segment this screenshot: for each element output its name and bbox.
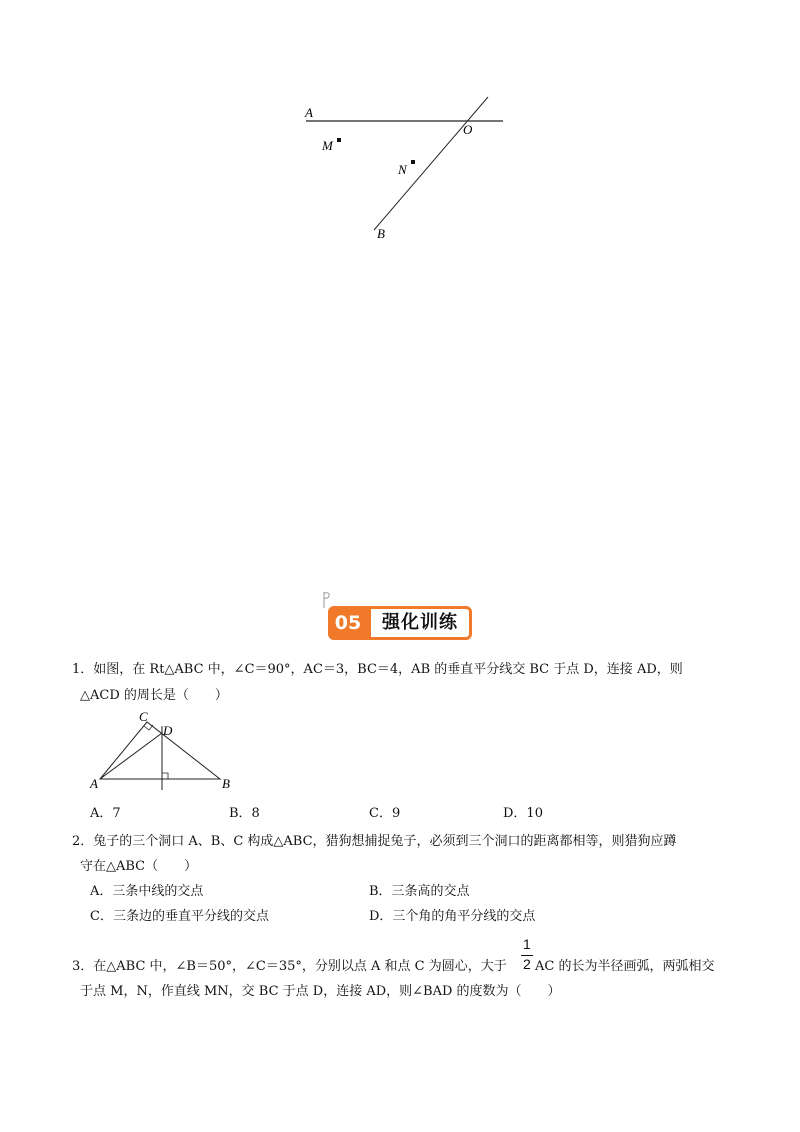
label-N: N <box>398 162 407 177</box>
label-C: C <box>139 709 148 724</box>
section-title: 强化训练 <box>368 606 472 640</box>
q2-option-b: B．三条高的交点 <box>369 884 470 899</box>
label-M: M <box>322 138 333 153</box>
q1-option-a: A．7 <box>90 806 121 821</box>
label-A: A <box>305 105 313 120</box>
q2-text-line1: 2．兔子的三个洞口 A、B、C 构成△ABC，猎狗想捕捉兔子，必须到三个洞口的距离都相等，则猎狗应蹲 <box>72 834 677 849</box>
section-number: 05 <box>328 606 368 640</box>
label-A: A <box>90 776 98 791</box>
q2-text-line2: 守在△ABC（ ） <box>80 859 198 874</box>
triangle-ABC <box>100 722 220 779</box>
q1-text-line1: 1．如图，在 Rt△ABC 中，∠C＝90°，AC＝3，BC＝4，AB 的垂直平分线交 BC 于点 D，连接 AD，则 <box>72 662 683 677</box>
segment-AD <box>100 733 162 779</box>
q1-option-c: C．9 <box>369 806 401 821</box>
right-angle-mark-foot <box>162 773 168 779</box>
q1-option-b: B．8 <box>229 806 260 821</box>
q2-option-d: D．三个角的角平分线的交点 <box>369 909 536 924</box>
q3-text-line1-a: 3．在△ABC 中，∠B＝50°，∠C＝35°，分别以点 A 和点 C 为圆心，大于 <box>72 959 507 974</box>
q1-option-d: D．10 <box>503 806 543 821</box>
label-D: D <box>163 723 173 738</box>
label-O: O <box>463 122 473 137</box>
q3-fraction-numerator: 1 <box>523 936 531 952</box>
q3-text-line2: 于点 M，N，作直线 MN，交 BC 于点 D，连接 AD，则∠BAD 的度数为（ ） <box>80 984 561 999</box>
label-B: B <box>377 226 385 241</box>
q2-option-a: A．三条中线的交点 <box>90 884 204 899</box>
q1-text-line2: △ACD 的周长是（ ） <box>80 688 228 703</box>
q3-text-line1-b: AC 的长为半径画弧，两弧相交 <box>535 959 715 974</box>
q2-option-c: C．三条边的垂直平分线的交点 <box>90 909 269 924</box>
q3-fraction-denominator: 2 <box>523 956 531 972</box>
label-B: B <box>222 776 230 791</box>
